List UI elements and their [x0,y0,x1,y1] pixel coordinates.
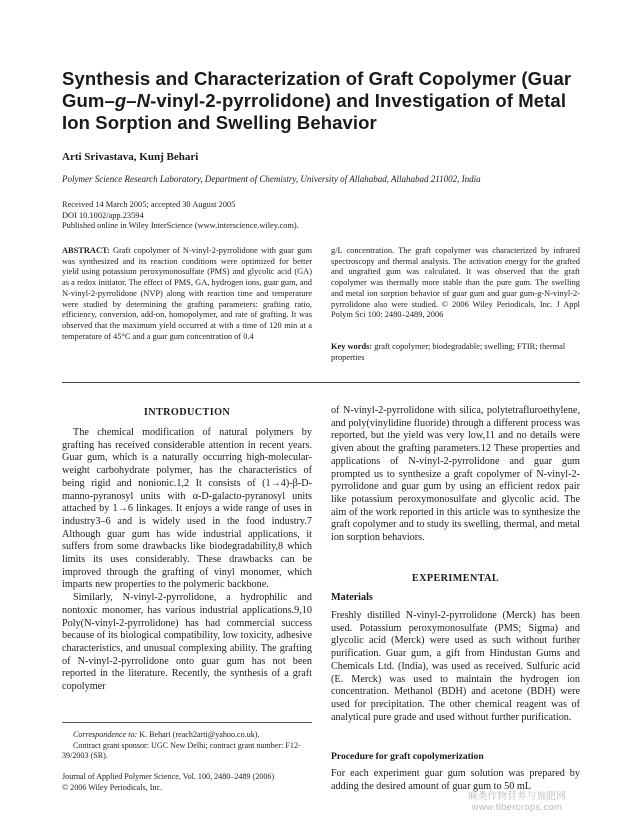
watermark-line: www.fibercrops.com [471,802,563,813]
grant: Contract grant sponsor: UGC New Delhi; contract grant number: F12-39/2003 (SR). [62,740,301,761]
article-title [62,68,582,134]
correspondence-label: Correspondence to: [73,730,138,739]
correspondence [62,730,312,741]
title-line-2 [62,90,582,112]
watermark-line: 麻类作物营养与施肥网 [468,791,567,802]
authors: Arti Srivastava, Kunj Behari [62,151,199,163]
introduction-body [62,427,312,694]
footnote-divider [62,722,312,723]
title-text: Gum– [62,90,115,111]
footnotes [62,730,312,762]
doi-line[interactable]: DOI 10.1002/app.23594 [62,210,144,220]
right-column-intro: of N-vinyl-2-pyrrolidone with silica, polytetrafluroethylene, and poly(vinylidine fluoride) through a different process was reported, but the yield was very low,11 and no details were given about the grafting parameters.12 These properties and applications of N-vinyl-2-pyrrolidone and guar gum prompted us to synthesize a graft copolymer of N-vinyl-2-pyrrolidone and guar gum by using an efficient redox pair like potassium peroxymonosulfate and glycolic acid. The aim of the work reported in this article was to synthesize the graft copolymer and to study its swelling, thermal, and metal ion sorption behaviors. [331,405,580,544]
procedure-heading: Procedure for graft copolymerization [331,751,484,762]
journal-citation [62,772,312,793]
title-text: g [114,90,127,111]
experimental-heading: EXPERIMENTAL [411,573,500,584]
title-text: N [136,90,151,111]
title-line-1: Synthesis and Characterization of Graft Copolymer (Guar [62,68,572,89]
title-text: -vinyl-2-pyrrolidone) and Investigation of Metal [150,90,567,111]
abstract-label: ABSTRACT: [62,246,110,255]
abstract-right: g/L concentration. The graft copolymer was characterized by infrared spectroscopy and thermal analysis. The activation energy for the grafted and ungrafted gum was calculated. It was observed that the graft copolymer was thermally more stable than the pure gum. The swelling and metal ion sorption behavior of guar gum and guar gum-g-N-vinyl-2-pyrrolidone also were studied. © 2006 Wiley Periodicals, Inc. J Appl Polym Sci 100: 2480–2489, 2006 [331,246,580,320]
correspondence-text: K. Behari (reach2arti@yahoo.co.uk). [137,730,260,739]
published-line: Published online in Wiley InterScience (www.interscience.wiley.com). [62,221,299,230]
paragraph: The chemical modification of natural polymers by grafting has received considerable attention in recent years. Guar gum, which is a naturally occurring high-molecular-weight carbohydrate polymer, has the characteristics of being rigid and nonionic.1,2 It consists of (1→4)-β-D-manno-pyranosyl units with α-D-galacto-pyranosyl units attached by 1→6 linkages. It enjoys a wide range of uses in industry3–6 and is widely used in the food industry.7 Although guar gum has wide industrial applications, it suffers from some drawbacks like biodegradability,8 which limits its uses considerably. These drawbacks can be improved through the grafting of vinyl monomer, which imparts new properties to the polymeric backbone. [62,427,312,591]
keywords-text: graft copolymer; biodegradable; swelling; FTIR; thermal properties [331,342,566,362]
title-line-3: Ion Sorption and Swelling Behavior [62,112,377,133]
title-text: – [126,90,137,111]
affiliation: Polymer Science Research Laboratory, Department of Chemistry, University of Allahabad, Allahabad 211002, India [62,174,481,184]
materials-body: Freshly distilled N-vinyl-2-pyrrolidone (Merck) has been used. Potassium peroxymonosulfate (PMS; Sigma) and glycolic acid (Merck) were used as such without further purification. Guar gum, a gift from Hindustan Gums and Chemicals Ltd. (India), was used as received. Sulfuric acid (E. Merck) was used to maintain the hydrogen ion concentration. Methanol (BDH) and acetone (BDH) were used for precipitation. The other chemical reagent was of analytical pure grade and used without further purification. [331,610,580,723]
watermark [468,791,566,813]
received-line: Received 14 March 2005; accepted 30 August 2005 [62,200,236,209]
paragraph: Similarly, N-vinyl-2-pyrrolidone, a hydrophilic and nontoxic monomer, has various industrial applications.9,10 Poly(N-vinyl-2-pyrrolidone) has had commercial success because of its biological compatibility, low toxicity, adhesive characteristics, and unusual complexing ability. The grafting of N-vinyl-2-pyrrolidone onto guar gum has not been reported in the literature. Recently, the synthesis of a graft copolymer [62,592,312,693]
publication-dates [62,200,299,232]
introduction-heading: INTRODUCTION [143,407,231,418]
abstract-text: Graft copolymer of N-vinyl-2-pyrrolidone with guar gum was synthesized and its reaction conditions were optimized for better yield using potassium peroxymonosulfate (PMS) and glycolic acid (GA) as a redox initiator. The effect of PMS, GA, hydrogen ions, guar gum, and N-vinyl-2-pyrrolidone (NVP) along with reaction time and temperature were studied by determining the grafting parameters: grafting ratio, efficiency, conversion, add-on, homopolymer, and rate of grafting. It was observed that the maximum yield occurred at with a time of 120 min at a temperature of 45°C and a guar gum concentration of 0.4 [62,246,312,341]
copyright-line: © 2006 Wiley Periodicals, Inc. [62,782,163,792]
abstract-left [62,246,312,342]
procedure-body: For each experiment guar gum solution was prepared by adding the desired amount of guar gum to 50 mL [331,768,580,792]
abstract-divider [62,382,580,383]
keywords-label: Key words: [331,342,373,351]
materials-heading: Materials [331,592,373,603]
keywords [331,342,580,363]
journal-line: Journal of Applied Polymer Science, Vol. 100, 2480–2489 (2006) [62,772,275,781]
